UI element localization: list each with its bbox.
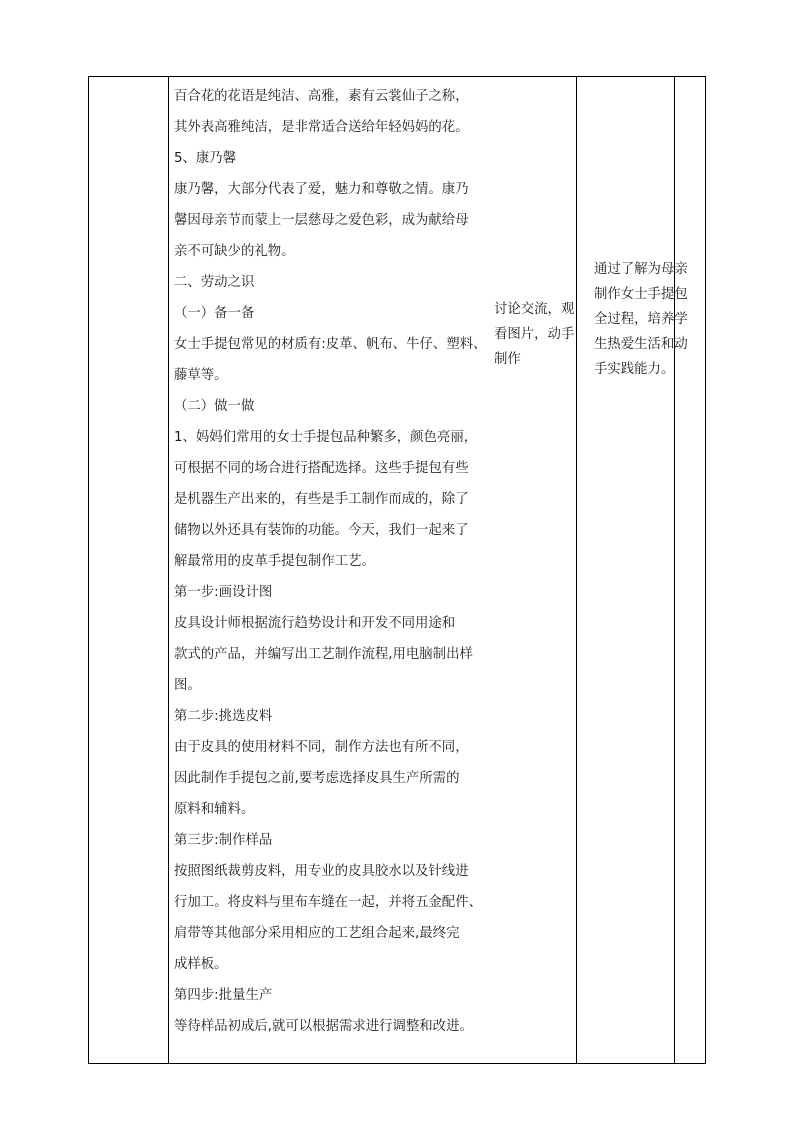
method-column (577, 77, 675, 1063)
content-line: 百合花的花语是纯洁、高雅，素有云裳仙子之称， (174, 89, 469, 104)
section-heading: 二、劳动之识 (174, 275, 255, 290)
purpose-line: 手实践能力。 (594, 362, 675, 377)
content-line: 女士手提包常见的材质有:皮革、帆布、牛仔、塑料、 (174, 337, 487, 352)
content-line: 可根据不同的场合进行搭配选择。这些手提包有些 (174, 461, 469, 476)
purpose-line: 全过程，培养学 (594, 312, 688, 327)
content-line: 馨因母亲节而蒙上一层慈母之爱色彩，成为献给母 (174, 213, 469, 228)
content-line: 5、康乃馨 (174, 151, 237, 166)
purpose-line: 制作女士手提包 (594, 287, 688, 302)
purpose-line: 通过了解为母亲 (594, 262, 688, 277)
purpose-column (675, 77, 793, 1063)
teaching-content (174, 81, 574, 1042)
content-line: 亲不可缺少的礼物。 (174, 244, 295, 259)
subsection-heading: （二）做一做 (174, 399, 255, 414)
design-intent (594, 257, 688, 382)
content-line: 图。 (174, 678, 201, 693)
student-activity (494, 297, 574, 372)
content-line: 因此制作手提包之前,要考虑选择皮具生产所需的 (174, 771, 460, 786)
content-line: 按照图纸裁剪皮料，用专业的皮具胶水以及针线进 (174, 864, 469, 879)
content-line: 康乃馨，大部分代表了爱，魅力和尊敬之情。康乃 (174, 182, 469, 197)
subsection-heading: （一）备一备 (174, 306, 255, 321)
content-line: 肩带等其他部分采用相应的工艺组合起来,最终完 (174, 926, 460, 941)
content-line: 款式的产品，并编写出工艺制作流程,用电脑制出样 (174, 647, 473, 662)
content-line: 1、妈妈们常用的女士手提包品种繁多，颜色亮丽， (174, 430, 478, 445)
content-line: 原料和辅料。 (174, 802, 255, 817)
method-line: 讨论交流，观 (494, 302, 575, 317)
step-heading: 第四步:批量生产 (174, 988, 273, 1003)
content-line: 皮具设计师根据流行趋势设计和开发不同用途和 (174, 616, 456, 631)
content-line: 等待样品初成后,就可以根据需求进行调整和改进。 (174, 1019, 473, 1034)
step-heading: 第一步:画设计图 (174, 585, 273, 600)
content-line: 解最常用的皮革手提包制作工艺。 (174, 554, 375, 569)
lesson-table (88, 76, 706, 1064)
step-heading: 第二步:挑选皮料 (174, 709, 273, 724)
content-line: 行加工。将皮料与里布车缝在一起，并将五金配件、 (174, 895, 482, 910)
method-line: 看图片，动手 (494, 327, 575, 342)
content-line: 成样板。 (174, 957, 228, 972)
content-line: 藤草等。 (174, 368, 228, 383)
content-line: 其外表高雅纯洁，是非常适合送给年轻妈妈的花。 (174, 120, 469, 135)
stage-column (89, 77, 169, 1063)
content-line: 由于皮具的使用材料不同，制作方法也有所不同， (174, 740, 469, 755)
content-line: 储物以外还具有装饰的功能。今天，我们一起来了 (174, 523, 469, 538)
step-heading: 第三步:制作样品 (174, 833, 273, 848)
purpose-line: 生热爱生活和动 (594, 337, 688, 352)
method-line: 制作 (494, 352, 521, 367)
content-line: 是机器生产出来的，有些是手工制作而成的，除了 (174, 492, 469, 507)
